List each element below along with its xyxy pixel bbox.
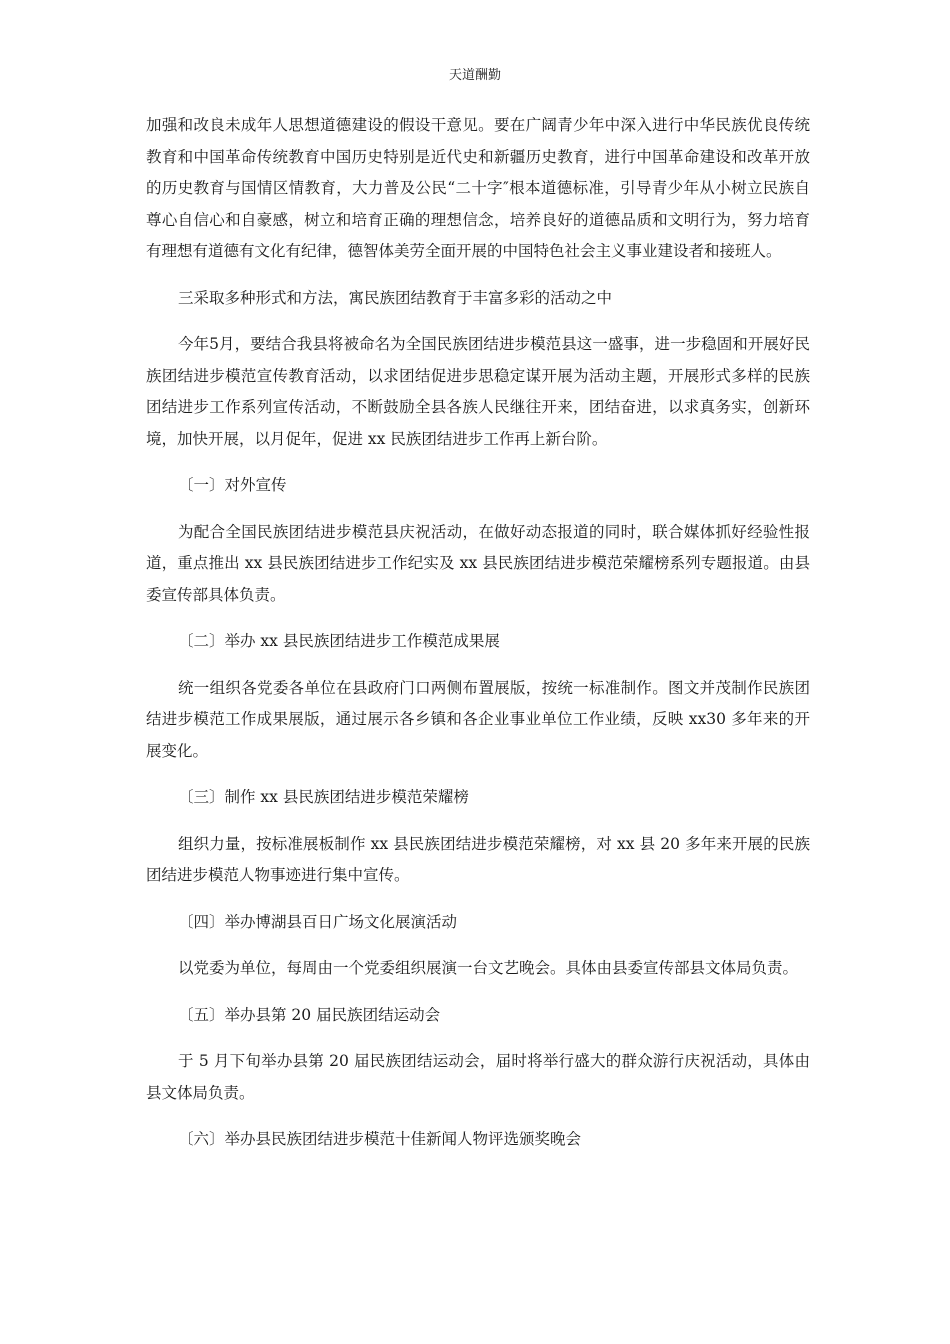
subsection-heading: 〔一〕对外宣传	[178, 476, 287, 494]
paragraph: 于 5 月下旬举办县第 20 届民族团结运动会，届时将举行盛大的群众游行庆祝活动，具体由县文体局负责。	[146, 1052, 810, 1102]
subsection-heading: 〔三〕制作 xx 县民族团结进步模范荣耀榜	[178, 788, 469, 806]
paragraph: 今年5月，要结合我县将被命名为全国民族团结进步模范县这一盛事，进一步稳固和开展好民族团结进步模范宣传教育活动，以求团结促进步思稳定谋开展为活动主题，开展形式多样的民族团结进步工作系列宣传活动，不断鼓励全县各族人民继往开来，团结奋进，以求真务实，创新环境，加快开展，以月促年，促进 xx 民族团结进步工作再上新台阶。	[146, 335, 810, 448]
subsection-heading: 〔六〕举办县民族团结进步模范十佳新闻人物评选颁奖晚会	[178, 1130, 582, 1148]
paragraph: 加强和改良未成年人思想道德建设的假设干意见。要在广阔青少年中深入进行中华民族优良传统教育和中国革命传统教育中国历史特别是近代史和新疆历史教育，进行中国革命建设和改革开放的历史教育与国情区情教育，大力普及公民“二十字″根本道德标准，引导青少年从小树立民族自尊心自信心和自豪感，树立和培育正确的理想信念，培养良好的道德品质和文明行为，努力培育有理想有道德有文化有纪律，德智体美劳全面开展的中国特色社会主义事业建设者和接班人。	[146, 116, 810, 260]
subsection-heading: 〔五〕举办县第 20 届民族团结运动会	[178, 1005, 441, 1024]
document-body	[146, 110, 810, 1171]
subsection-heading: 〔四〕举办博湖县百日广场文化展演活动	[178, 912, 458, 931]
paragraph: 统一组织各党委各单位在县政府门口两侧布置展版，按统一标准制作。图文并茂制作民族团结进步模范工作成果展版，通过展示各乡镇和各企业事业单位工作业绩，反映 xx30 多年来的开展变化。	[146, 678, 810, 760]
subsection-heading: 〔二〕举办 xx 县民族团结进步工作模范成果展	[178, 632, 500, 650]
page-header: 天道酬勤	[448, 68, 501, 83]
paragraph: 为配合全国民族团结进步模范县庆祝活动，在做好动态报道的同时，联合媒体抓好经验性报道，重点推出 xx 县民族团结进步工作纪实及 xx 县民族团结进步模范荣耀榜系列专题报道。由县委宣传部具体负责。	[146, 522, 810, 604]
section-heading: 三采取多种形式和方法，寓民族团结教育于丰富多彩的活动之中	[178, 288, 613, 307]
paragraph: 组织力量，按标准展板制作 xx 县民族团结进步模范荣耀榜，对 xx 县 20 多年来开展的民族团结进步模范人物事迹进行集中宣传。	[146, 834, 810, 884]
paragraph: 以党委为单位，每周由一个党委组织展演一台文艺晚会。具体由县委宣传部县文体局负责。	[178, 959, 799, 977]
